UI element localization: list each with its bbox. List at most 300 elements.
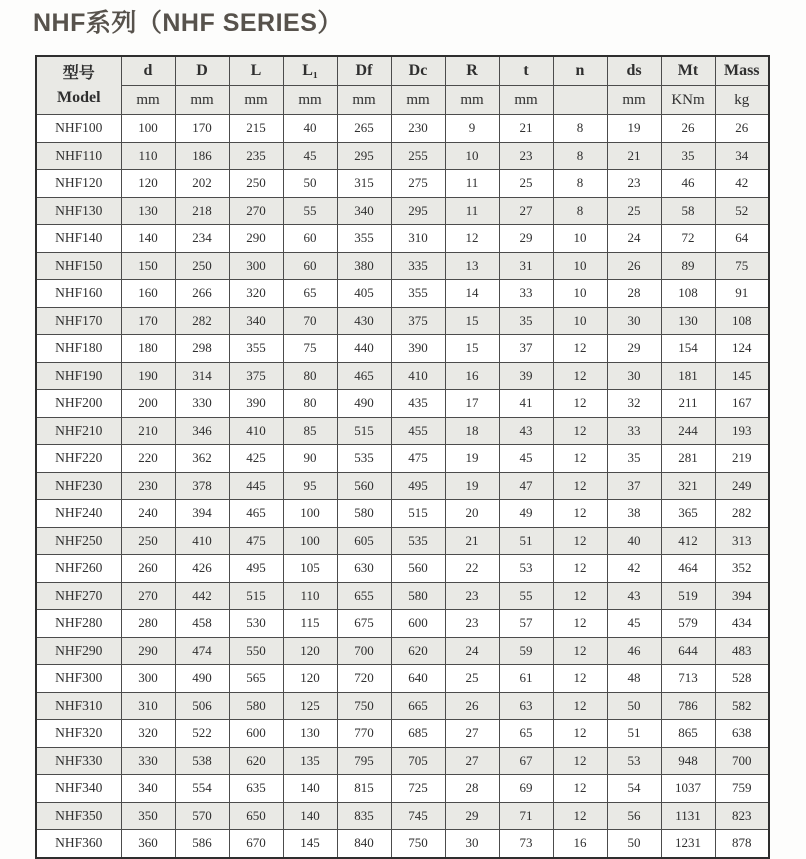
- value-cell-L1: 65: [283, 280, 337, 308]
- value-cell-R: 18: [445, 417, 499, 445]
- value-cell-n: 12: [553, 637, 607, 665]
- nhf-series-spec-table: [35, 55, 770, 859]
- table-row: [36, 637, 769, 665]
- value-cell-Df: 770: [337, 720, 391, 748]
- model-cell: NHF360: [36, 830, 121, 858]
- value-cell-Mt: 412: [661, 527, 715, 555]
- value-cell-D: 170: [175, 115, 229, 143]
- value-cell-D: 570: [175, 802, 229, 830]
- value-cell-D: 282: [175, 307, 229, 335]
- value-cell-L1: 145: [283, 830, 337, 858]
- value-cell-d: 140: [121, 225, 175, 253]
- value-cell-d: 240: [121, 500, 175, 528]
- column-unit-D: mm: [175, 86, 229, 115]
- value-cell-Mass: 34: [715, 142, 769, 170]
- value-cell-Mass: 823: [715, 802, 769, 830]
- value-cell-R: 12: [445, 225, 499, 253]
- value-cell-Dc: 640: [391, 665, 445, 693]
- value-cell-Df: 835: [337, 802, 391, 830]
- value-cell-Mass: 313: [715, 527, 769, 555]
- model-cell: NHF240: [36, 500, 121, 528]
- column-header-Mass: Mass: [715, 56, 769, 86]
- value-cell-R: 11: [445, 197, 499, 225]
- value-cell-Df: 675: [337, 610, 391, 638]
- value-cell-L1: 40: [283, 115, 337, 143]
- value-cell-L1: 90: [283, 445, 337, 473]
- value-cell-L1: 140: [283, 775, 337, 803]
- model-cell: NHF190: [36, 362, 121, 390]
- table-row: [36, 500, 769, 528]
- value-cell-Mass: 394: [715, 582, 769, 610]
- value-cell-Dc: 275: [391, 170, 445, 198]
- value-cell-R: 15: [445, 307, 499, 335]
- value-cell-L1: 85: [283, 417, 337, 445]
- value-cell-R: 19: [445, 445, 499, 473]
- value-cell-ds: 29: [607, 335, 661, 363]
- value-cell-t: 41: [499, 390, 553, 418]
- column-unit-L: mm: [229, 86, 283, 115]
- value-cell-L1: 45: [283, 142, 337, 170]
- value-cell-R: 22: [445, 555, 499, 583]
- value-cell-Df: 720: [337, 665, 391, 693]
- value-cell-L1: 60: [283, 252, 337, 280]
- value-cell-ds: 25: [607, 197, 661, 225]
- value-cell-n: 8: [553, 115, 607, 143]
- value-cell-Dc: 560: [391, 555, 445, 583]
- column-header-t: t: [499, 56, 553, 86]
- value-cell-D: 394: [175, 500, 229, 528]
- value-cell-Mass: 167: [715, 390, 769, 418]
- value-cell-t: 29: [499, 225, 553, 253]
- value-cell-Dc: 750: [391, 830, 445, 858]
- value-cell-R: 13: [445, 252, 499, 280]
- value-cell-Mt: 1231: [661, 830, 715, 858]
- value-cell-d: 220: [121, 445, 175, 473]
- value-cell-Dc: 255: [391, 142, 445, 170]
- value-cell-Mt: 579: [661, 610, 715, 638]
- value-cell-Dc: 435: [391, 390, 445, 418]
- value-cell-D: 586: [175, 830, 229, 858]
- value-cell-t: 53: [499, 555, 553, 583]
- value-cell-Dc: 310: [391, 225, 445, 253]
- value-cell-L: 565: [229, 665, 283, 693]
- value-cell-Dc: 295: [391, 197, 445, 225]
- value-cell-R: 15: [445, 335, 499, 363]
- value-cell-D: 266: [175, 280, 229, 308]
- column-unit-n: [553, 86, 607, 115]
- value-cell-L1: 75: [283, 335, 337, 363]
- value-cell-n: 12: [553, 472, 607, 500]
- value-cell-Mt: 1131: [661, 802, 715, 830]
- column-header-Dc: Dc: [391, 56, 445, 86]
- value-cell-L: 670: [229, 830, 283, 858]
- value-cell-Mt: 154: [661, 335, 715, 363]
- value-cell-L: 635: [229, 775, 283, 803]
- table-row: [36, 720, 769, 748]
- value-cell-n: 12: [553, 692, 607, 720]
- value-cell-R: 27: [445, 720, 499, 748]
- value-cell-Dc: 685: [391, 720, 445, 748]
- value-cell-n: 10: [553, 252, 607, 280]
- table-row: [36, 197, 769, 225]
- value-cell-Dc: 725: [391, 775, 445, 803]
- column-header-d: d: [121, 56, 175, 86]
- value-cell-D: 522: [175, 720, 229, 748]
- value-cell-ds: 40: [607, 527, 661, 555]
- model-cell: NHF120: [36, 170, 121, 198]
- column-header-model: [36, 56, 121, 115]
- value-cell-t: 49: [499, 500, 553, 528]
- value-cell-Mass: 434: [715, 610, 769, 638]
- value-cell-Dc: 475: [391, 445, 445, 473]
- value-cell-Mass: 52: [715, 197, 769, 225]
- value-cell-Mt: 26: [661, 115, 715, 143]
- value-cell-ds: 38: [607, 500, 661, 528]
- value-cell-ds: 43: [607, 582, 661, 610]
- column-unit-Mt: KNm: [661, 86, 715, 115]
- column-unit-L1: mm: [283, 86, 337, 115]
- model-cell: NHF180: [36, 335, 121, 363]
- value-cell-Mt: 58: [661, 197, 715, 225]
- model-cell: NHF310: [36, 692, 121, 720]
- value-cell-D: 538: [175, 747, 229, 775]
- value-cell-D: 330: [175, 390, 229, 418]
- column-unit-ds: mm: [607, 86, 661, 115]
- value-cell-L1: 140: [283, 802, 337, 830]
- value-cell-L1: 100: [283, 527, 337, 555]
- value-cell-Mass: 75: [715, 252, 769, 280]
- model-cell: NHF210: [36, 417, 121, 445]
- value-cell-L: 300: [229, 252, 283, 280]
- table-row: [36, 582, 769, 610]
- value-cell-n: 12: [553, 417, 607, 445]
- value-cell-D: 314: [175, 362, 229, 390]
- value-cell-ds: 56: [607, 802, 661, 830]
- value-cell-n: 12: [553, 775, 607, 803]
- value-cell-Mt: 644: [661, 637, 715, 665]
- value-cell-d: 330: [121, 747, 175, 775]
- value-cell-t: 71: [499, 802, 553, 830]
- value-cell-Mt: 464: [661, 555, 715, 583]
- model-cell: NHF230: [36, 472, 121, 500]
- table-row: [36, 665, 769, 693]
- value-cell-Dc: 705: [391, 747, 445, 775]
- model-cell: NHF300: [36, 665, 121, 693]
- value-cell-Mass: 249: [715, 472, 769, 500]
- value-cell-L: 530: [229, 610, 283, 638]
- value-cell-L: 215: [229, 115, 283, 143]
- value-cell-ds: 30: [607, 362, 661, 390]
- value-cell-ds: 50: [607, 692, 661, 720]
- value-cell-Dc: 620: [391, 637, 445, 665]
- value-cell-t: 43: [499, 417, 553, 445]
- value-cell-t: 35: [499, 307, 553, 335]
- value-cell-Df: 580: [337, 500, 391, 528]
- value-cell-t: 69: [499, 775, 553, 803]
- value-cell-L1: 125: [283, 692, 337, 720]
- column-header-model-en: Model: [56, 88, 101, 106]
- value-cell-D: 410: [175, 527, 229, 555]
- value-cell-R: 28: [445, 775, 499, 803]
- model-cell: NHF280: [36, 610, 121, 638]
- column-unit-R: mm: [445, 86, 499, 115]
- value-cell-n: 8: [553, 197, 607, 225]
- value-cell-Mass: 878: [715, 830, 769, 858]
- value-cell-Mass: 219: [715, 445, 769, 473]
- value-cell-n: 12: [553, 362, 607, 390]
- value-cell-D: 554: [175, 775, 229, 803]
- value-cell-R: 29: [445, 802, 499, 830]
- value-cell-Dc: 515: [391, 500, 445, 528]
- value-cell-Df: 840: [337, 830, 391, 858]
- model-cell: NHF130: [36, 197, 121, 225]
- table-row: [36, 527, 769, 555]
- column-unit-d: mm: [121, 86, 175, 115]
- header-row-units: [36, 86, 769, 115]
- value-cell-Df: 355: [337, 225, 391, 253]
- value-cell-R: 9: [445, 115, 499, 143]
- value-cell-Mass: 582: [715, 692, 769, 720]
- value-cell-Mass: 700: [715, 747, 769, 775]
- value-cell-L: 445: [229, 472, 283, 500]
- model-cell: NHF320: [36, 720, 121, 748]
- column-header-L: L: [229, 56, 283, 86]
- value-cell-D: 218: [175, 197, 229, 225]
- value-cell-t: 45: [499, 445, 553, 473]
- value-cell-n: 8: [553, 142, 607, 170]
- value-cell-d: 160: [121, 280, 175, 308]
- value-cell-L: 320: [229, 280, 283, 308]
- value-cell-Mt: 713: [661, 665, 715, 693]
- value-cell-D: 506: [175, 692, 229, 720]
- value-cell-L: 250: [229, 170, 283, 198]
- value-cell-ds: 45: [607, 610, 661, 638]
- column-header-Mt: Mt: [661, 56, 715, 86]
- value-cell-d: 190: [121, 362, 175, 390]
- value-cell-Mass: 124: [715, 335, 769, 363]
- value-cell-L1: 80: [283, 362, 337, 390]
- value-cell-d: 130: [121, 197, 175, 225]
- value-cell-Dc: 745: [391, 802, 445, 830]
- value-cell-ds: 54: [607, 775, 661, 803]
- value-cell-L1: 50: [283, 170, 337, 198]
- value-cell-Mt: 35: [661, 142, 715, 170]
- column-header-Df: Df: [337, 56, 391, 86]
- value-cell-L: 235: [229, 142, 283, 170]
- value-cell-L1: 80: [283, 390, 337, 418]
- value-cell-ds: 48: [607, 665, 661, 693]
- value-cell-Df: 750: [337, 692, 391, 720]
- value-cell-D: 250: [175, 252, 229, 280]
- value-cell-Mt: 244: [661, 417, 715, 445]
- value-cell-n: 12: [553, 582, 607, 610]
- value-cell-Mt: 46: [661, 170, 715, 198]
- value-cell-t: 37: [499, 335, 553, 363]
- value-cell-L: 340: [229, 307, 283, 335]
- value-cell-L: 580: [229, 692, 283, 720]
- value-cell-D: 458: [175, 610, 229, 638]
- value-cell-t: 23: [499, 142, 553, 170]
- value-cell-Mt: 89: [661, 252, 715, 280]
- value-cell-L1: 110: [283, 582, 337, 610]
- model-cell: NHF250: [36, 527, 121, 555]
- value-cell-Df: 430: [337, 307, 391, 335]
- column-header-n: n: [553, 56, 607, 86]
- value-cell-t: 27: [499, 197, 553, 225]
- value-cell-Mass: 282: [715, 500, 769, 528]
- value-cell-D: 490: [175, 665, 229, 693]
- table-body: [36, 115, 769, 858]
- value-cell-Mt: 211: [661, 390, 715, 418]
- value-cell-R: 25: [445, 665, 499, 693]
- value-cell-L: 355: [229, 335, 283, 363]
- value-cell-D: 426: [175, 555, 229, 583]
- value-cell-Mt: 281: [661, 445, 715, 473]
- value-cell-Mt: 1037: [661, 775, 715, 803]
- value-cell-ds: 53: [607, 747, 661, 775]
- value-cell-Mass: 145: [715, 362, 769, 390]
- value-cell-R: 30: [445, 830, 499, 858]
- value-cell-Mass: 528: [715, 665, 769, 693]
- value-cell-t: 63: [499, 692, 553, 720]
- value-cell-Mt: 181: [661, 362, 715, 390]
- model-cell: NHF170: [36, 307, 121, 335]
- table-row: [36, 225, 769, 253]
- value-cell-n: 10: [553, 280, 607, 308]
- value-cell-R: 17: [445, 390, 499, 418]
- value-cell-n: 12: [553, 390, 607, 418]
- value-cell-Df: 815: [337, 775, 391, 803]
- value-cell-n: 10: [553, 225, 607, 253]
- table-row: [36, 335, 769, 363]
- column-header-D: D: [175, 56, 229, 86]
- value-cell-d: 120: [121, 170, 175, 198]
- column-header-model-cn: 型号: [62, 65, 95, 83]
- value-cell-Mass: 193: [715, 417, 769, 445]
- column-unit-Mass: kg: [715, 86, 769, 115]
- table-row: [36, 170, 769, 198]
- value-cell-ds: 50: [607, 830, 661, 858]
- value-cell-D: 362: [175, 445, 229, 473]
- value-cell-Dc: 335: [391, 252, 445, 280]
- value-cell-Mass: 64: [715, 225, 769, 253]
- value-cell-Mt: 786: [661, 692, 715, 720]
- value-cell-d: 300: [121, 665, 175, 693]
- value-cell-d: 350: [121, 802, 175, 830]
- value-cell-Dc: 580: [391, 582, 445, 610]
- value-cell-L1: 55: [283, 197, 337, 225]
- value-cell-Mass: 108: [715, 307, 769, 335]
- value-cell-ds: 24: [607, 225, 661, 253]
- value-cell-Df: 605: [337, 527, 391, 555]
- table-row: [36, 747, 769, 775]
- value-cell-d: 150: [121, 252, 175, 280]
- model-cell: NHF160: [36, 280, 121, 308]
- value-cell-t: 57: [499, 610, 553, 638]
- value-cell-D: 346: [175, 417, 229, 445]
- model-cell: NHF110: [36, 142, 121, 170]
- value-cell-L1: 95: [283, 472, 337, 500]
- value-cell-L: 515: [229, 582, 283, 610]
- value-cell-d: 310: [121, 692, 175, 720]
- column-header-L1: L₁: [283, 56, 337, 86]
- value-cell-ds: 19: [607, 115, 661, 143]
- value-cell-d: 260: [121, 555, 175, 583]
- value-cell-ds: 42: [607, 555, 661, 583]
- value-cell-L1: 115: [283, 610, 337, 638]
- value-cell-t: 55: [499, 582, 553, 610]
- value-cell-Df: 490: [337, 390, 391, 418]
- value-cell-n: 12: [553, 720, 607, 748]
- table-row: [36, 307, 769, 335]
- value-cell-ds: 32: [607, 390, 661, 418]
- value-cell-d: 230: [121, 472, 175, 500]
- value-cell-ds: 23: [607, 170, 661, 198]
- value-cell-Dc: 665: [391, 692, 445, 720]
- value-cell-R: 11: [445, 170, 499, 198]
- value-cell-ds: 28: [607, 280, 661, 308]
- value-cell-Mass: 638: [715, 720, 769, 748]
- value-cell-n: 12: [553, 335, 607, 363]
- value-cell-Df: 440: [337, 335, 391, 363]
- value-cell-L: 465: [229, 500, 283, 528]
- value-cell-R: 23: [445, 610, 499, 638]
- value-cell-ds: 37: [607, 472, 661, 500]
- value-cell-L: 410: [229, 417, 283, 445]
- column-unit-t: mm: [499, 86, 553, 115]
- value-cell-Mass: 483: [715, 637, 769, 665]
- value-cell-ds: 35: [607, 445, 661, 473]
- table-row: [36, 775, 769, 803]
- page-title: NHF系列（NHF SERIES）: [33, 9, 343, 37]
- value-cell-Mass: 26: [715, 115, 769, 143]
- value-cell-L: 550: [229, 637, 283, 665]
- value-cell-Dc: 355: [391, 280, 445, 308]
- value-cell-Df: 405: [337, 280, 391, 308]
- value-cell-d: 210: [121, 417, 175, 445]
- value-cell-d: 110: [121, 142, 175, 170]
- value-cell-t: 73: [499, 830, 553, 858]
- value-cell-D: 202: [175, 170, 229, 198]
- value-cell-t: 47: [499, 472, 553, 500]
- value-cell-R: 14: [445, 280, 499, 308]
- value-cell-D: 474: [175, 637, 229, 665]
- value-cell-ds: 33: [607, 417, 661, 445]
- value-cell-Df: 560: [337, 472, 391, 500]
- value-cell-Mt: 948: [661, 747, 715, 775]
- value-cell-Mt: 519: [661, 582, 715, 610]
- value-cell-t: 67: [499, 747, 553, 775]
- model-cell: NHF220: [36, 445, 121, 473]
- value-cell-L: 290: [229, 225, 283, 253]
- value-cell-t: 51: [499, 527, 553, 555]
- value-cell-d: 100: [121, 115, 175, 143]
- value-cell-R: 10: [445, 142, 499, 170]
- table-row: [36, 692, 769, 720]
- value-cell-Dc: 495: [391, 472, 445, 500]
- value-cell-d: 170: [121, 307, 175, 335]
- value-cell-R: 20: [445, 500, 499, 528]
- value-cell-Mass: 352: [715, 555, 769, 583]
- value-cell-L1: 70: [283, 307, 337, 335]
- table-row: [36, 115, 769, 143]
- value-cell-Df: 380: [337, 252, 391, 280]
- value-cell-R: 16: [445, 362, 499, 390]
- value-cell-Mt: 365: [661, 500, 715, 528]
- value-cell-Df: 535: [337, 445, 391, 473]
- table-header: [36, 56, 769, 115]
- value-cell-L1: 130: [283, 720, 337, 748]
